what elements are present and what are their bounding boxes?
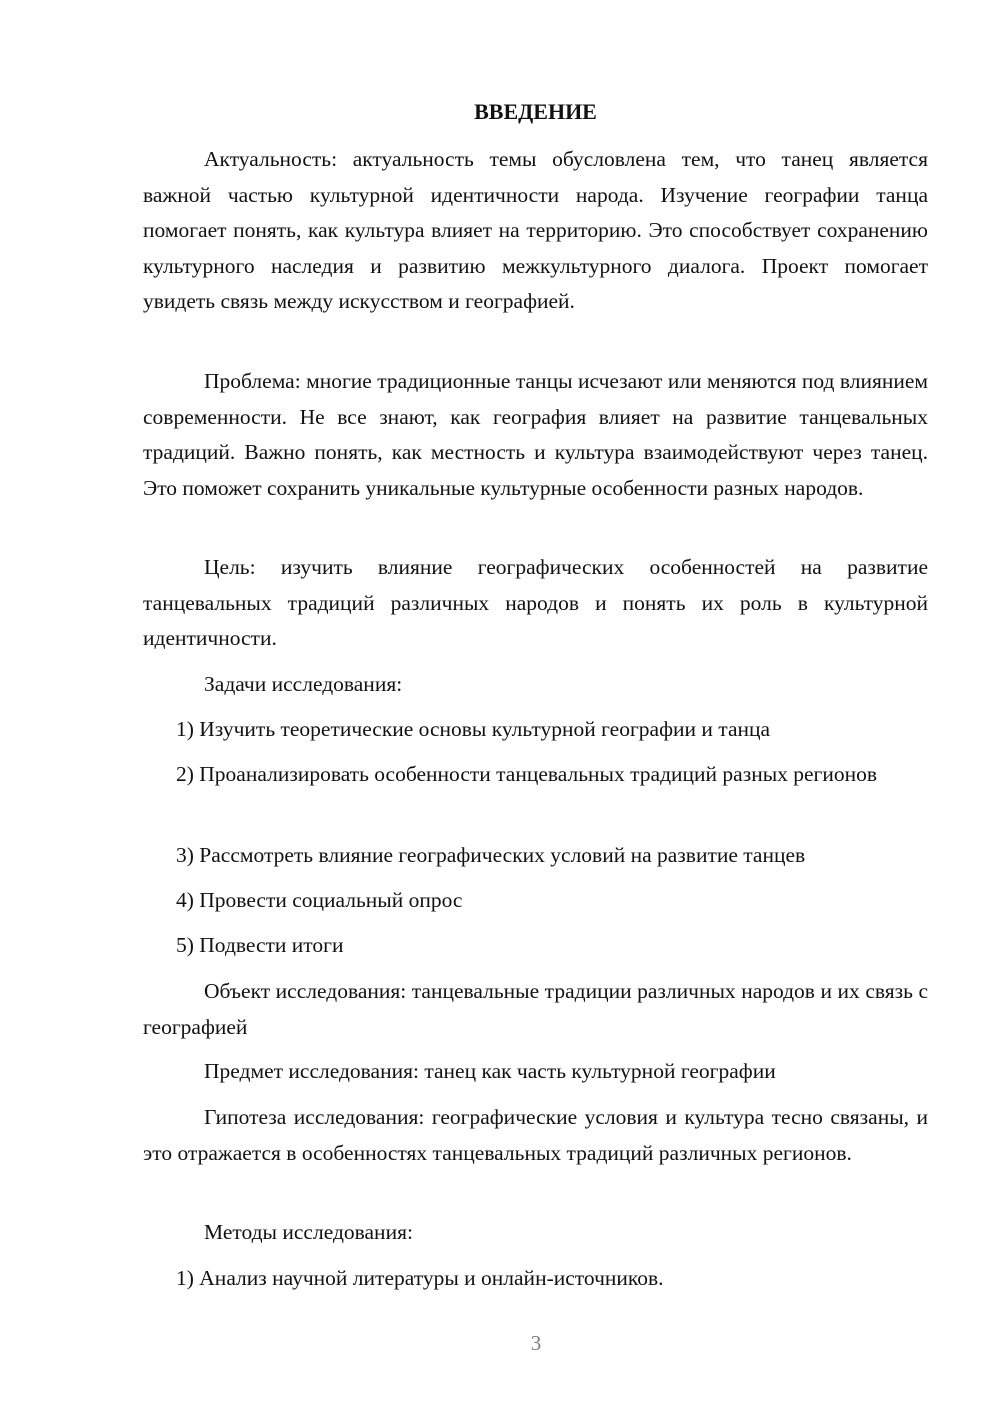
problem-paragraph: Проблема: многие традиционные танцы исчезают или меняются под влиянием современности. Не все знают, как география влияет на развитие танцевальных традиций. Важно понять, как местность и культура взаимодействуют через танец. Это поможет сохранить уникальные культурные особенности разных народов. [143,369,928,500]
object-paragraph: Объект исследования: танцевальные традиции различных народов и их связь с географией [143,979,928,1039]
page-number: 3 [530,1331,542,1355]
goal-paragraph: Цель: изучить влияние географических особенностей на развитие танцевальных традиций различных народов и понять их роль в культурной идентичности. [143,555,928,650]
method-item: 1) Анализ научной литературы и онлайн-источников. [176,1266,664,1290]
task-item: 5) Подвести итоги [176,933,344,957]
task-item: 2) Проанализировать особенности танцевальных традиций разных регионов [176,762,878,786]
section-title: ВВЕДЕНИЕ [474,99,597,124]
relevance-paragraph: Актуальность: актуальность темы обусловлена тем, что танец является важной частью культурной идентичности народа. Изучение географии танца помогает понять, как культура влияет на территорию. Это способствует сохранению культурного наследия и развитию межкультурного диалога. Проект помогает увидеть связь между искусством и географией. [143,147,928,313]
methods-heading: Методы исследования: [204,1220,413,1244]
task-item: 4) Провести социальный опрос [176,888,463,912]
hypothesis-paragraph: Гипотеза исследования: географические условия и культура тесно связаны, и это отражается в особенностях танцевальных традиций различных регионов. [143,1105,928,1165]
task-item: 3) Рассмотреть влияние географических условий на развитие танцев [176,843,806,867]
subject-paragraph: Предмет исследования: танец как часть культурной географии [204,1059,776,1083]
tasks-heading: Задачи исследования: [204,672,403,696]
task-item: 1) Изучить теоретические основы культурной географии и танца [176,717,771,741]
